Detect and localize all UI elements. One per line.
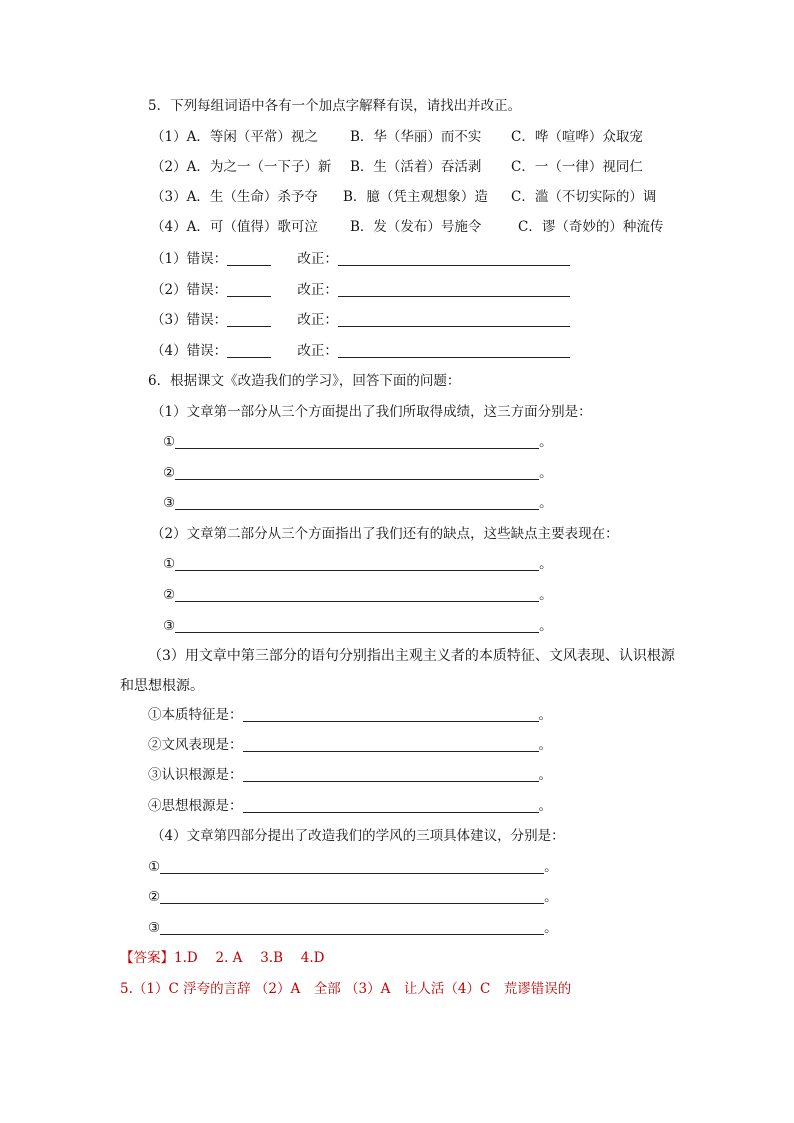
circled-two: ② <box>163 587 176 603</box>
answer-blank[interactable] <box>160 859 544 874</box>
q5-fill-3 <box>151 311 570 329</box>
fix-blank[interactable] <box>338 282 570 297</box>
answer-blank[interactable] <box>160 920 544 935</box>
q6-part4-line2 <box>148 888 558 906</box>
answer-blank[interactable] <box>175 495 539 510</box>
circled-one: ① <box>163 556 176 572</box>
q6-part4-line3 <box>148 919 558 937</box>
period: 。 <box>544 859 558 875</box>
fix-label: 改正： <box>297 251 338 267</box>
fix-blank[interactable] <box>338 312 570 327</box>
fix-blank[interactable] <box>338 343 570 358</box>
item-label: ②文风表现是： <box>148 737 243 753</box>
period: 。 <box>539 618 553 634</box>
error-blank[interactable] <box>227 251 271 266</box>
error-label: （1）错误： <box>151 251 228 267</box>
answer-blank[interactable] <box>160 889 544 904</box>
q5-fill-2 <box>151 281 570 299</box>
fix-label: 改正： <box>297 312 338 328</box>
answer-blank[interactable] <box>243 737 539 752</box>
q6-part2-line1 <box>163 555 553 573</box>
q6-part4-line1 <box>148 858 558 876</box>
q6-part2: （2）文章第二部分从三个方面指出了我们还有的缺点，这些缺点主要表现在： <box>151 526 619 542</box>
circled-two: ② <box>163 465 176 481</box>
answer-values: 1.D 2. A 3.B 4.D <box>174 950 325 966</box>
error-label: （3）错误： <box>151 312 228 328</box>
answer-line-2: 5.（1）C 浮夸的言辞 （2）A 全部 （3）A 让人活（4）C 荒谬错误的 <box>120 981 572 997</box>
answer-tag: 【答案】 <box>120 950 174 966</box>
q6-part3-item2 <box>148 736 552 754</box>
period: 。 <box>538 707 552 723</box>
q5-row3-c: C．滥（不切实际的）调 <box>511 189 657 205</box>
error-blank[interactable] <box>227 282 271 297</box>
circled-one: ① <box>163 434 176 450</box>
answer-line-1 <box>120 949 325 967</box>
q6-part1: （1）文章第一部分从三个方面提出了我们所取得成绩，这三方面分别是： <box>151 404 592 420</box>
answer-blank[interactable] <box>175 556 539 571</box>
item-label: ③认识根源是： <box>148 767 243 783</box>
fix-label: 改正： <box>297 343 338 359</box>
fix-label: 改正： <box>297 282 338 298</box>
q5-row1-b: B．华（华丽）而不实 <box>350 129 482 145</box>
q6-part1-line1 <box>163 433 553 451</box>
item-label: ④思想根源是： <box>148 798 243 814</box>
period: 。 <box>538 767 552 783</box>
error-blank[interactable] <box>227 312 271 327</box>
answer-blank[interactable] <box>175 618 539 633</box>
period: 。 <box>539 587 553 603</box>
q6-part3-item4 <box>148 797 552 815</box>
answer-blank[interactable] <box>243 707 539 722</box>
q6-part3-line-a: （3）用文章中第三部分的语句分别指出主观主义者的本质特征、文风表现、认识根源 <box>148 648 675 664</box>
q5-row2-a: （2）A．为之一（一下子）新 <box>151 159 332 175</box>
answer-blank[interactable] <box>243 798 539 813</box>
q5-row2-c: C．一（一律）视同仁 <box>511 159 643 175</box>
circled-two: ② <box>148 889 161 905</box>
q5-row3-b: B．臆（凭主观想象）造 <box>343 189 488 205</box>
period: 。 <box>538 737 552 753</box>
item-label: ①本质特征是： <box>148 707 243 723</box>
q6-part3-line-b: 和思想根源。 <box>120 678 204 694</box>
q6-title: 6．根据课文《改造我们的学习》，回答下面的问题： <box>148 373 461 389</box>
period: 。 <box>544 889 558 905</box>
q6-part3-item1 <box>148 706 552 724</box>
q5-row2-b: B．生（活着）吞活剥 <box>350 159 482 175</box>
error-label: （2）错误： <box>151 282 228 298</box>
q5-fill-1 <box>151 250 570 268</box>
q5-row4-c: C．谬（奇妙的）种流传 <box>518 219 664 235</box>
q6-part2-line3 <box>163 617 553 635</box>
q5-row4-b: B．发（发布）号施令 <box>350 219 482 235</box>
answer-blank[interactable] <box>175 465 539 480</box>
period: 。 <box>539 495 553 511</box>
q6-part4: （4）文章第四部分提出了改造我们的学风的三项具体建议，分别是： <box>151 828 565 844</box>
q5-row1-a: （1）A．等闲（平常）视之 <box>151 129 318 145</box>
fix-blank[interactable] <box>338 251 570 266</box>
q5-fill-4 <box>151 342 570 360</box>
error-blank[interactable] <box>227 343 271 358</box>
circled-one: ① <box>148 859 161 875</box>
answer-blank[interactable] <box>243 767 539 782</box>
q6-part1-line2 <box>163 464 553 482</box>
period: 。 <box>539 434 553 450</box>
q6-part2-line2 <box>163 586 553 604</box>
period: 。 <box>544 920 558 936</box>
answer-blank[interactable] <box>175 434 539 449</box>
circled-three: ③ <box>163 618 176 634</box>
period: 。 <box>539 465 553 481</box>
answer-blank[interactable] <box>175 587 539 602</box>
q5-row3-a: （3）A．生（生命）杀予夺 <box>151 189 318 205</box>
q5-row4-a: （4）A．可（值得）歌可泣 <box>151 219 318 235</box>
q6-part3-item3 <box>148 766 552 784</box>
period: 。 <box>538 798 552 814</box>
q5-title: 5．下列每组词语中各有一个加点字解释有误，请找出并改正。 <box>148 98 522 114</box>
error-label: （4）错误： <box>151 343 228 359</box>
q5-row1-c: C．哗（喧哗）众取宠 <box>511 129 643 145</box>
q6-part1-line3 <box>163 494 553 512</box>
period: 。 <box>539 556 553 572</box>
circled-three: ③ <box>148 920 161 936</box>
circled-three: ③ <box>163 495 176 511</box>
